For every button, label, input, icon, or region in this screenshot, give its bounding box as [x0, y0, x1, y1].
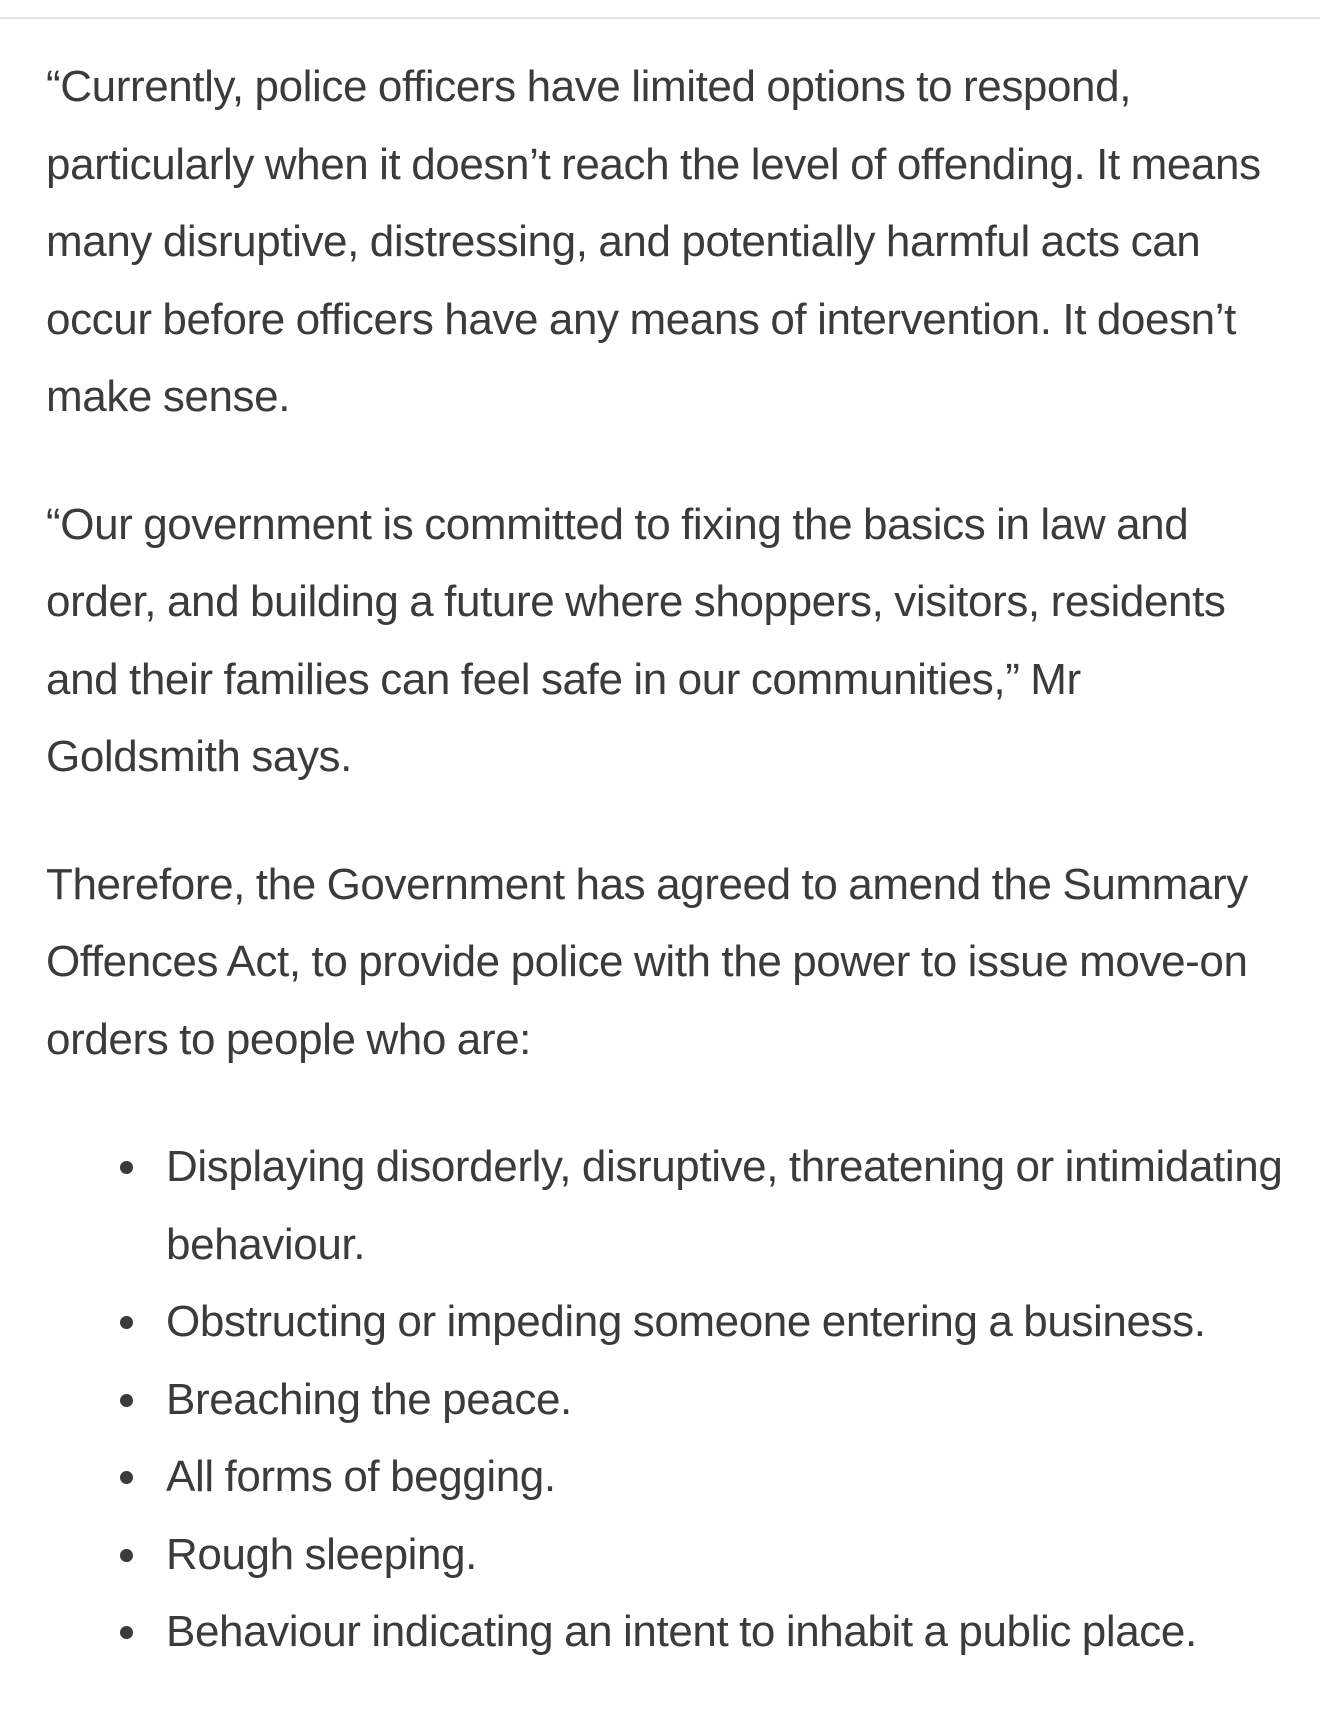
list-item — [166, 1593, 1286, 1671]
list-item-text: Behaviour indicating an intent to inhabit a public place. — [166, 1607, 1197, 1656]
quote-paragraph-police-options: “Currently, police officers have limited options to respond, particularly when it doesn’t reach the level of offending. It means many disruptive, distressing, and potentially harmful acts can occur before officers have any means of intervention. It doesn’t make sense. — [46, 62, 1261, 421]
list-item — [166, 1283, 1286, 1361]
list-item-text: Obstructing or impeding someone entering a business. — [166, 1297, 1206, 1346]
bullet-icon — [120, 1316, 133, 1329]
move-on-criteria-list — [46, 1128, 1286, 1671]
top-divider — [0, 17, 1320, 19]
list-item — [166, 1516, 1286, 1594]
list-item — [166, 1128, 1286, 1283]
list-item — [166, 1361, 1286, 1439]
article-body — [46, 48, 1286, 1671]
list-item-text: Rough sleeping. — [166, 1529, 478, 1579]
list-item — [166, 1438, 1286, 1516]
quote-paragraph-government-commitment: “Our government is committed to fixing the basics in law and order, and building a future where shoppers, visitors, residents and their families can feel safe in our communities,” Mr Goldsmith says. — [46, 499, 1226, 781]
bullet-icon — [120, 1549, 133, 1562]
bullet-icon — [120, 1394, 133, 1407]
bullet-icon — [120, 1161, 133, 1174]
paragraph-summary-offences-act: Therefore, the Government has agreed to amend the Summary Offences Act, to provide police with the power to issue move-on orders to people who are: — [46, 859, 1248, 1064]
bullet-icon — [120, 1626, 133, 1639]
bullet-icon — [120, 1471, 133, 1484]
list-item-text: All forms of begging. — [166, 1452, 556, 1501]
list-item-text: Breaching the peace. — [166, 1374, 572, 1424]
list-item-text: Displaying disorderly, disruptive, threatening or intimidating behaviour. — [166, 1142, 1283, 1269]
